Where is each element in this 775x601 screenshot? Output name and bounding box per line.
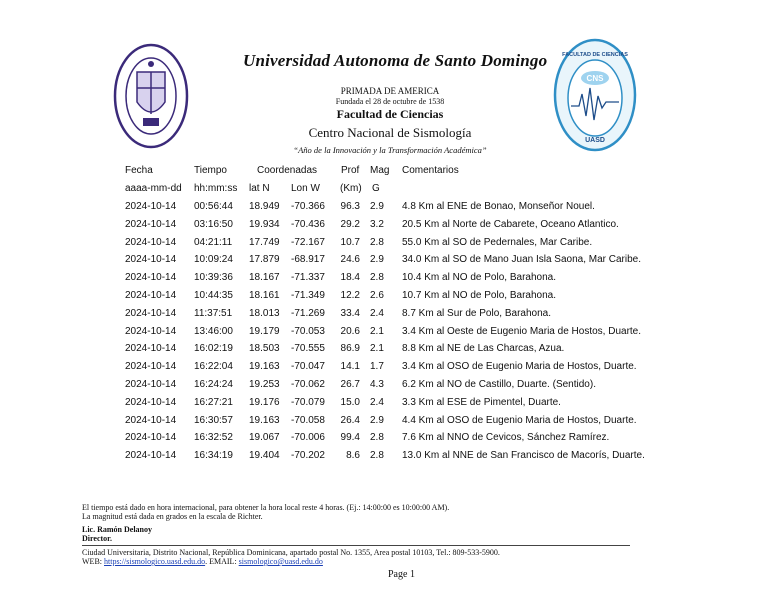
- table-row: [0, 219, 775, 237]
- email-label: . EMAIL:: [205, 557, 237, 566]
- col-sub-prof-unit: (Km): [340, 183, 362, 194]
- event-magnitude: 2.4: [370, 396, 384, 408]
- event-comment: 55.0 Km al SO de Pedernales, Mar Caribe.: [402, 236, 593, 248]
- event-longitude: -70.079: [291, 396, 325, 408]
- event-time: 16:34:19: [194, 450, 233, 462]
- event-depth: 26.4: [340, 414, 360, 426]
- col-header-mag: Mag: [370, 165, 390, 176]
- event-magnitude: 2.9: [370, 201, 384, 212]
- event-depth: 14.1: [340, 361, 360, 373]
- event-depth: 24.6: [340, 254, 360, 266]
- event-longitude: -72.167: [291, 236, 325, 248]
- event-magnitude: 2.8: [370, 236, 384, 248]
- col-header-prof: Prof: [341, 165, 360, 176]
- event-latitude: 18.167: [249, 272, 280, 284]
- uasd-logo-text: UASD: [585, 137, 605, 144]
- event-longitude: -71.349: [291, 290, 325, 301]
- cns-logo-text: CNS: [586, 74, 604, 83]
- col-sub-tiempo-format: hh:mm:ss: [194, 183, 238, 194]
- event-latitude: 19.163: [249, 361, 280, 373]
- event-magnitude: 3.2: [370, 218, 384, 230]
- event-latitude: 19.067: [249, 432, 280, 444]
- table-row: [0, 290, 775, 308]
- event-depth: 99.4: [340, 432, 360, 444]
- col-sub-lat: lat N: [249, 183, 270, 194]
- event-date: 2024-10-14: [125, 361, 177, 373]
- event-comment: 10.4 Km al NO de Polo, Barahona.: [402, 272, 556, 284]
- footer-contact: [82, 557, 323, 566]
- event-comment: 6.2 Km al NO de Castillo, Duarte. (Sentido).: [402, 379, 596, 390]
- event-magnitude: 2.9: [370, 254, 384, 266]
- event-longitude: -70.053: [291, 325, 325, 337]
- event-comment: 3.4 Km al Oeste de Eugenio Maria de Hostos, Duarte.: [402, 325, 642, 337]
- col-sub-lon: Lon W: [291, 183, 320, 194]
- col-sub-mag-unit: G: [372, 183, 380, 194]
- event-magnitude: 2.4: [370, 307, 384, 319]
- event-time: 16:02:19: [194, 343, 233, 355]
- event-time: 16:24:24: [194, 379, 233, 390]
- event-latitude: 17.879: [249, 254, 280, 266]
- magnitude-note: La magnitud está dada en grados en la escala de Richter.: [82, 512, 263, 521]
- event-time: 16:32:52: [194, 432, 233, 444]
- event-depth: 18.4: [340, 272, 360, 284]
- table-row: [0, 361, 775, 379]
- event-latitude: 18.949: [249, 201, 280, 212]
- event-latitude: 19.176: [249, 396, 280, 408]
- event-magnitude: 4.3: [370, 379, 384, 390]
- uasd-seal-logo: [113, 42, 189, 150]
- primada-text: PRIMADA DE AMERICA: [340, 86, 440, 96]
- event-time: 10:09:24: [194, 254, 233, 266]
- event-latitude: 19.934: [249, 218, 280, 230]
- event-comment: 7.6 Km al NNO de Cevicos, Sánchez Ramírez.: [402, 432, 610, 444]
- event-latitude: 19.253: [249, 379, 280, 390]
- event-date: 2024-10-14: [125, 307, 177, 319]
- event-comment: 20.5 Km al Norte de Cabarete, Oceano Atlantico.: [402, 218, 619, 230]
- event-date: 2024-10-14: [125, 450, 177, 462]
- footer-divider: [82, 545, 630, 546]
- event-depth: 86.9: [340, 343, 360, 355]
- web-link[interactable]: https://sismologico.uasd.edu.do: [104, 557, 206, 566]
- col-sub-fecha-format: aaaa-mm-dd: [125, 183, 182, 194]
- event-date: 2024-10-14: [125, 272, 177, 284]
- signer-name: Lic. Ramón Delanoy: [82, 525, 152, 534]
- event-time: 16:30:57: [194, 414, 233, 426]
- table-row: [0, 237, 775, 255]
- faculty-title: Facultad de Ciencias: [336, 107, 444, 121]
- event-comment: 4.8 Km al ENE de Bonao, Monseñor Nouel.: [402, 201, 595, 212]
- event-longitude: -70.058: [291, 414, 325, 426]
- col-header-comentarios: Comentarios: [402, 165, 459, 176]
- event-depth: 33.4: [340, 307, 360, 319]
- event-time: 11:37:51: [194, 307, 233, 319]
- university-title: Universidad Autonoma de Santo Domingo: [243, 51, 548, 70]
- event-magnitude: 2.8: [370, 272, 384, 284]
- event-date: 2024-10-14: [125, 414, 177, 426]
- event-longitude: -70.062: [291, 379, 325, 390]
- signer-title: Director.: [82, 534, 112, 543]
- table-row: [0, 201, 775, 219]
- time-note: El tiempo está dado en hora internacional, para obtener la hora local reste 4 horas. (Ej.: 14:00:00 es 10:00:00 AM).: [82, 503, 450, 512]
- footer-address: Ciudad Universitaria, Distrito Nacional, República Dominicana, apartado postal No. 1355, Area postal 10103, Tel.: 809-533-5900.: [82, 548, 500, 557]
- event-longitude: -70.047: [291, 361, 325, 373]
- event-date: 2024-10-14: [125, 254, 177, 266]
- event-depth: 96.3: [340, 201, 360, 212]
- center-title: Centro Nacional de Sismología: [308, 125, 472, 140]
- event-date: 2024-10-14: [125, 201, 177, 212]
- event-magnitude: 2.8: [370, 432, 384, 444]
- event-time: 16:22:04: [194, 361, 233, 373]
- email-link[interactable]: sismologico@uasd.edu.do: [238, 557, 323, 566]
- event-magnitude: 2.1: [370, 325, 384, 337]
- event-magnitude: 2.9: [370, 414, 384, 426]
- event-depth: 12.2: [340, 290, 360, 301]
- event-comment: 3.4 Km al OSO de Eugenio Maria de Hostos, Duarte.: [402, 361, 637, 373]
- event-latitude: 18.013: [249, 307, 280, 319]
- event-comment: 8.7 Km al Sur de Polo, Barahona.: [402, 307, 551, 319]
- event-time: 03:16:50: [194, 218, 233, 230]
- event-comment: 4.4 Km al OSO de Eugenio Maria de Hostos, Duarte.: [402, 414, 637, 426]
- facultad-ciencias-logo: [553, 38, 637, 152]
- event-longitude: -71.337: [291, 272, 325, 284]
- event-date: 2024-10-14: [125, 396, 177, 408]
- event-latitude: 18.161: [249, 290, 280, 301]
- table-row: [0, 450, 775, 468]
- event-time: 16:27:21: [194, 396, 233, 408]
- table-row: [0, 432, 775, 450]
- col-header-fecha: Fecha: [125, 165, 153, 176]
- event-magnitude: 2.8: [370, 450, 384, 462]
- event-time: 10:39:36: [194, 272, 233, 284]
- event-longitude: -70.006: [291, 432, 325, 444]
- event-comment: 34.0 Km al SO de Mano Juan Isla Saona, Mar Caribe.: [402, 254, 642, 266]
- table-row: [0, 254, 775, 272]
- event-depth: 8.6: [346, 450, 360, 462]
- event-time: 10:44:35: [194, 290, 233, 301]
- event-magnitude: 2.1: [370, 343, 384, 355]
- event-latitude: 17.749: [249, 236, 280, 248]
- event-comment: 3.3 Km al ESE de Pimentel, Duarte.: [402, 396, 561, 408]
- table-row: [0, 272, 775, 290]
- event-date: 2024-10-14: [125, 236, 177, 248]
- founded-text: Fundada el 28 de octubre de 1538: [335, 97, 445, 106]
- table-row: [0, 415, 775, 433]
- table-row: [0, 326, 775, 344]
- event-time: 04:21:11: [194, 236, 233, 248]
- event-longitude: -70.366: [291, 201, 325, 212]
- event-longitude: -70.202: [291, 450, 325, 462]
- table-row: [0, 379, 775, 397]
- event-date: 2024-10-14: [125, 432, 177, 444]
- event-latitude: 19.179: [249, 325, 280, 337]
- event-longitude: -68.917: [291, 254, 325, 266]
- event-depth: 15.0: [340, 396, 360, 408]
- facultad-logo-text: FACULTAD DE CIENCIAS: [562, 52, 628, 58]
- event-longitude: -71.269: [291, 307, 325, 319]
- table-row: [0, 308, 775, 326]
- web-label: WEB:: [82, 557, 102, 566]
- event-magnitude: 2.6: [370, 290, 384, 301]
- event-longitude: -70.555: [291, 343, 325, 355]
- event-depth: 20.6: [340, 325, 360, 337]
- event-latitude: 19.404: [249, 450, 280, 462]
- event-depth: 26.7: [340, 379, 360, 390]
- col-header-tiempo: Tiempo: [194, 165, 227, 176]
- event-date: 2024-10-14: [125, 343, 177, 355]
- event-date: 2024-10-14: [125, 218, 177, 230]
- table-row: [0, 343, 775, 361]
- event-date: 2024-10-14: [125, 325, 177, 337]
- event-comment: 8.8 Km al NE de Las Charcas, Azua.: [402, 343, 565, 355]
- event-date: 2024-10-14: [125, 379, 177, 390]
- event-comment: 10.7 Km al NO de Polo, Barahona.: [402, 290, 556, 301]
- event-magnitude: 1.7: [370, 361, 384, 373]
- motto-text: “Año de la Innovación y la Transformación Académica”: [293, 145, 487, 155]
- event-depth: 29.2: [340, 218, 360, 230]
- event-latitude: 19.163: [249, 414, 280, 426]
- event-time: 00:56:44: [194, 201, 233, 212]
- event-depth: 10.7: [340, 236, 360, 248]
- event-date: 2024-10-14: [125, 290, 177, 301]
- event-time: 13:46:00: [194, 325, 233, 337]
- col-header-coordenadas: Coordenadas: [257, 165, 318, 176]
- table-row: [0, 397, 775, 415]
- event-comment: 13.0 Km al NNE de San Francisco de Macorís, Duarte.: [402, 450, 645, 462]
- page-number: Page 1: [388, 569, 415, 580]
- event-longitude: -70.436: [291, 218, 325, 230]
- event-latitude: 18.503: [249, 343, 280, 355]
